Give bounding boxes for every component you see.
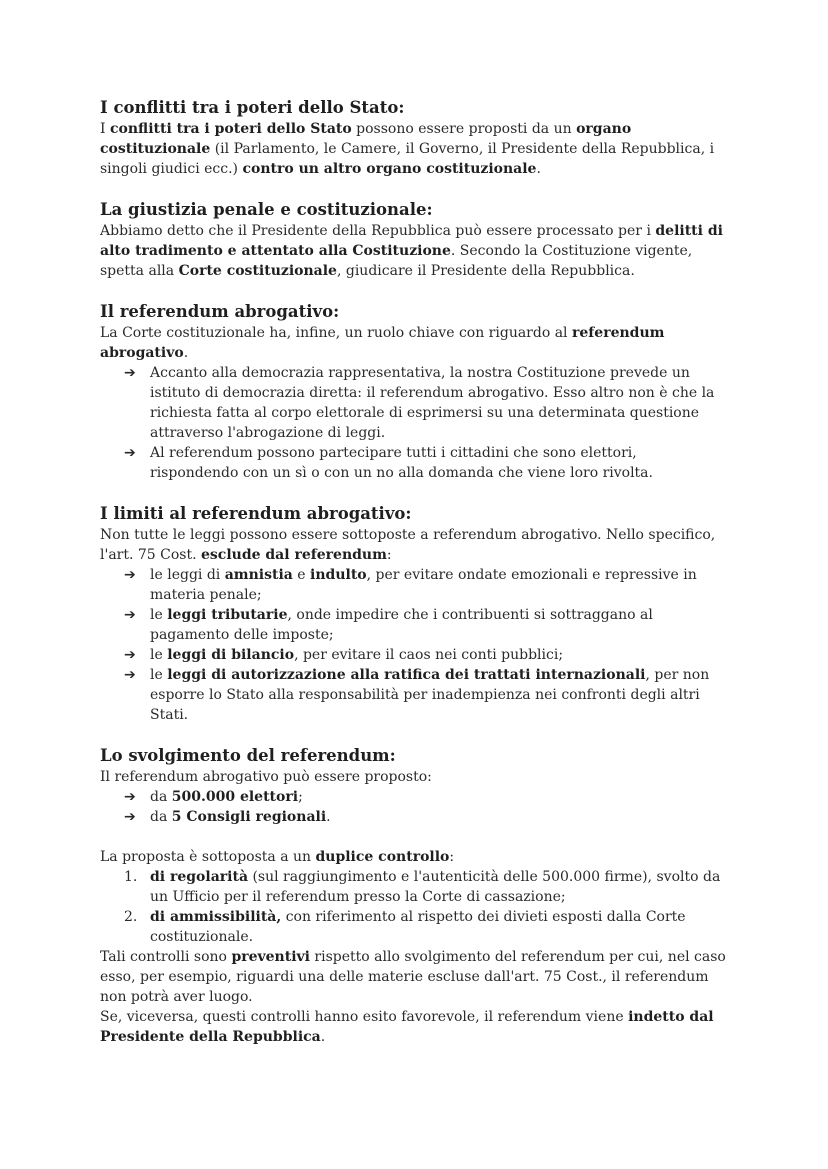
text: La proposta è sottoposta a un (100, 849, 316, 865)
arrow-list (100, 787, 728, 827)
arrow-list (100, 363, 728, 483)
paragraph-proposta (100, 847, 728, 867)
text: , per evitare il caos nei conti pubblici; (294, 647, 564, 663)
arrow-icon: ➔ (124, 809, 136, 825)
bold-text: Corte costituzionale (178, 263, 337, 279)
text: ; (298, 789, 303, 805)
text: , per evitare ondate emozionali e repressive in materia penale; (150, 567, 697, 603)
bold-text: delitti di alto tradimento e attentato alla Costituzione (100, 223, 723, 259)
bold-text: 500.000 elettori (171, 789, 299, 805)
arrow-list (100, 565, 728, 725)
bold-text: referendum abrogativo (100, 325, 665, 361)
text: : (386, 547, 392, 563)
text: Non tutte le leggi possono essere sottoposte a referendum abrogativo. Nello specifico, l'art. 75 Cost. (100, 527, 716, 563)
bold-text: leggi di autorizzazione alla ratifica dei trattati internazionali (167, 667, 646, 683)
list-number: 2. (124, 909, 138, 925)
text: (sul raggiungimento e l'autenticità delle 500.000 firme), svolto da un Ufficio per il referendum presso la Corte di cassazione; (150, 869, 721, 905)
arrow-icon: ➔ (124, 445, 136, 461)
bold-text: duplice controllo (315, 849, 450, 865)
arrow-icon: ➔ (124, 567, 136, 583)
list-item (100, 645, 728, 665)
text: : (449, 849, 455, 865)
list-item (100, 787, 728, 807)
section-conflitti (100, 97, 728, 179)
list-item (100, 565, 728, 605)
bold-text: organo costituzionale (100, 121, 632, 157)
section-referendum-abrogativo (100, 301, 728, 483)
list-item (100, 907, 728, 947)
bold-text: conflitti tra i poteri dello Stato (109, 121, 352, 137)
paragraph-referendum-abrogativo (100, 323, 728, 363)
list-item (100, 443, 728, 483)
bold-text: leggi tributarie (167, 607, 288, 623)
text: le leggi di (150, 567, 225, 583)
text: le (150, 607, 168, 623)
text: Se, viceversa, questi controlli hanno esito favorevole, il referendum viene (100, 1009, 629, 1025)
bold-text: indetto dal Presidente della Repubblica (100, 1009, 714, 1045)
paragraph-limiti (100, 525, 728, 565)
arrow-icon: ➔ (124, 365, 136, 381)
bold-text: preventivi (231, 949, 310, 965)
bold-text: leggi di bilancio (167, 647, 295, 663)
bold-text: contro un altro organo costituzionale (242, 161, 537, 177)
section-limiti (100, 503, 728, 725)
bold-text: di regolarità (150, 869, 249, 885)
text: le (150, 667, 168, 683)
heading-svolgimento: Lo svolgimento del referendum: (100, 746, 396, 765)
bold-text: amnistia (224, 567, 293, 583)
text: . Secondo la Costituzione vigente, spetta alla (100, 243, 693, 279)
heading-giustizia: La giustizia penale e costituzionale: (100, 200, 433, 219)
text: (il Parlamento, le Camere, il Governo, il Presidente della Repubblica, i singoli giudici ecc.) (100, 141, 715, 177)
list-item (100, 605, 728, 645)
list-number: 1. (124, 869, 138, 885)
text: . (326, 809, 331, 825)
text: Al referendum possono partecipare tutti i cittadini che sono elettori, rispondendo con un sì o con un no alla domanda che viene loro rivolta. (150, 445, 653, 481)
text: con riferimento al rispetto dei divieti esposti dalla Corte costituzionale. (150, 909, 686, 945)
text: da (150, 809, 172, 825)
paragraph-esito (100, 1007, 728, 1047)
text: Tali controlli sono (100, 949, 232, 965)
text: rispetto allo svolgimento del referendum per cui, nel caso esso, per esempio, riguardi una delle materie escluse dall'art. 75 Cost., il referendum non potrà aver luogo. (100, 949, 726, 1005)
bold-text: esclude dal referendum (201, 547, 387, 563)
arrow-icon: ➔ (124, 647, 136, 663)
spacer (100, 827, 728, 847)
text: , per non esporre lo Stato alla responsabilità per inadempienza nei confronti degli altri Stati. (150, 667, 710, 723)
bold-text: 5 Consigli regionali (171, 809, 327, 825)
list-item (100, 665, 728, 725)
bold-text: di ammissibilità, (150, 909, 282, 925)
text: . (320, 1029, 326, 1045)
section-svolgimento (100, 745, 728, 1047)
paragraph-conflitti (100, 119, 728, 179)
arrow-icon: ➔ (124, 607, 136, 623)
heading-referendum-abrogativo: Il referendum abrogativo: (100, 302, 340, 321)
text: possono essere proposti da un (351, 121, 577, 137)
text: Abbiamo detto che il Presidente della Repubblica può essere processato per i (100, 223, 656, 239)
text: Accanto alla democrazia rappresentativa, la nostra Costituzione prevede un istituto di democrazia diretta: il referendum abrogativo. Esso altro non è che la richiesta fatta al corpo elettorale di esprimersi su una determinata questione attraverso l'abrogazione di leggi. (150, 365, 715, 441)
list-item (100, 867, 728, 907)
arrow-icon: ➔ (124, 789, 136, 805)
paragraph-giustizia (100, 221, 728, 281)
text: , onde impedire che i contribuenti si sottraggano al pagamento delle imposte; (150, 607, 653, 643)
paragraph-controlli (100, 947, 728, 1007)
text: I (100, 121, 110, 137)
heading-limiti: I limiti al referendum abrogativo: (100, 504, 412, 523)
text: , giudicare il Presidente della Repubblica. (336, 263, 635, 279)
section-giustizia (100, 199, 728, 281)
numbered-list (100, 867, 728, 947)
text: La Corte costituzionale ha, infine, un ruolo chiave con riguardo al (100, 325, 572, 341)
paragraph-svolgimento: Il referendum abrogativo può essere proposto: (100, 769, 432, 785)
bold-text: indulto (310, 567, 367, 583)
list-item (100, 807, 728, 827)
arrow-icon: ➔ (124, 667, 136, 683)
heading-conflitti: I conflitti tra i poteri dello Stato: (100, 98, 405, 117)
text: le (150, 647, 168, 663)
text: . (536, 161, 541, 177)
list-item (100, 363, 728, 443)
text: da (150, 789, 172, 805)
text: e (292, 567, 311, 583)
text: . (183, 345, 189, 361)
